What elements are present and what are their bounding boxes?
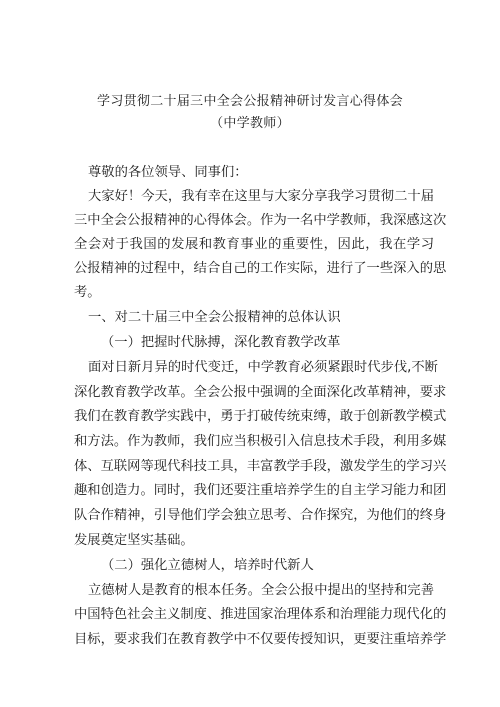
paragraph-line: 目标，要求我们在教育教学中不仅要传授知识，更要注重培养学 [74,632,447,647]
paragraph-line: 三中全会公报精神的心得体会。作为一名中学教师，我深感这次 [74,213,447,228]
paragraph-line: 全会对于我国的发展和教育事业的重要性，因此，我在学习 [74,237,434,252]
paragraph-line: 趣和创造力。同时，我们还要注重培养学生的自主学习能力和团 [74,483,447,498]
paragraph-line: 面对日新月异的时代变迁，中学教育必须紧跟时代步伐,不断 [88,360,438,375]
paragraph-line: 深化教育教学改革。全会公报中强调的全面深化改革精神，要求 [74,385,447,400]
paragraph-line: 体、互联网等现代科技工具，丰富教学手段，激发学生的学习兴 [74,459,447,474]
document-subtitle: （中学教师） [210,116,290,131]
document-title: 学习贯彻二十届三中全会公报精神研讨发言心得体会 [97,94,403,109]
paragraph-line: 立德树人是教育的根本任务。全会公报中提出的坚持和完善 [88,583,434,598]
paragraph-line: 发展奠定坚实基础。 [74,533,194,548]
paragraph-line: 我们在教育教学实践中，勇于打破传统束缚，敢于创新教学模式 [74,409,447,424]
paragraph-line: 公报精神的过程中，结合自己的工作实际，进行了一些深入的思 [74,261,447,276]
subsection-heading: （一）把握时代脉搏，深化教育教学改革 [101,335,341,350]
section-heading: 一、对二十届三中全会公报精神的总体认识 [88,310,341,325]
greeting: 尊敬的各位领导、同事们： [88,165,248,180]
paragraph-line: 队合作精神，引导他们学会独立思考、合作探究，为他们的终身 [74,508,447,523]
paragraph-line: 大家好！今天，我有幸在这里与大家分享我学习贯彻二十届 [88,189,434,204]
paragraph-line: 和方法。作为教师，我们应当积极引入信息技术手段，利用多媒 [74,434,447,449]
paragraph-line: 考。 [74,285,101,300]
subsection-heading: （二）强化立德树人，培养时代新人 [101,558,314,573]
paragraph-line: 中国特色社会主义制度、推进国家治理体系和治理能力现代化的 [74,607,447,622]
